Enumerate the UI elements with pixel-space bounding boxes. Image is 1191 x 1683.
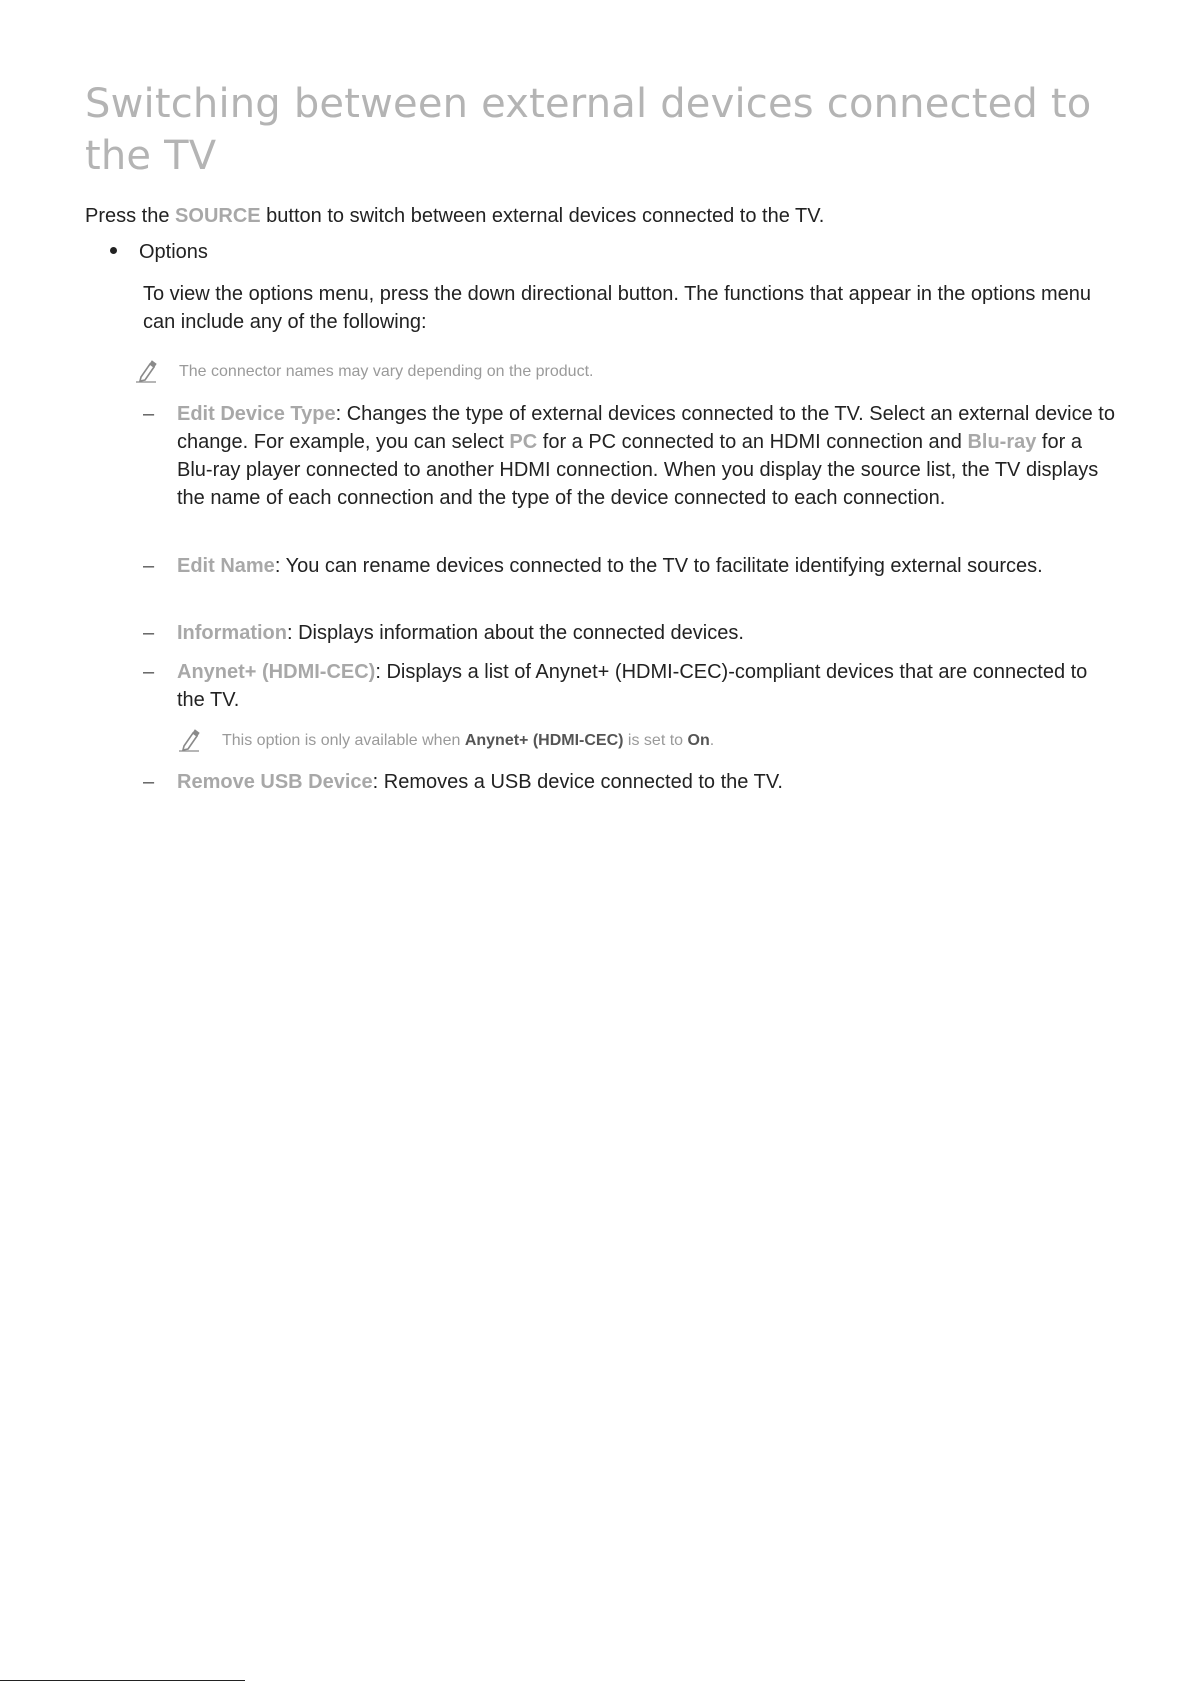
item-text: : Displays information about the connected devices. [287,622,744,644]
note-anynet-availability [178,730,878,754]
dash-marker: – [143,771,155,793]
item-text: : Displays a list of Anynet+ (HDMI-CEC)-compliant devices that are connected to the TV. [177,661,1088,711]
item-body [177,552,1117,580]
item-name: Remove USB Device [177,771,373,793]
dash-marker: – [143,403,155,425]
note-text [222,730,714,752]
footer-divider [0,1680,245,1681]
options-bullet [110,238,1010,266]
item-text: : Changes the type of external devices connected to the TV. Select an external device to change. For example, you can select [177,403,1115,453]
intro-paragraph [85,202,1125,230]
item-text: for a PC connected to an HDMI connection and [537,431,968,453]
intro-text-after: button to switch between external devices connected to the TV. [260,205,825,227]
bluray-option: Blu-ray [967,431,1037,453]
item-body [177,768,1117,796]
item-body [177,400,1117,512]
item-body [177,658,1117,714]
item-text: : Removes a USB device connected to the TV. [372,771,783,793]
pc-option: PC [509,431,538,453]
note-text-before: This option is only available when [222,732,465,749]
options-description: To view the options menu, press the down directional button. The functions that appear in the options menu can include any of the following: [143,283,1091,333]
intro-text-before: Press the [85,205,176,227]
pencil-icon [178,728,200,752]
page-title: Switching between external devices connected to the TV [85,81,1092,179]
dash-marker: – [143,661,155,683]
note-text-middle: is set to [623,732,688,749]
item-name: Anynet+ (HDMI-CEC) [177,661,376,683]
note-connector-names [135,361,835,385]
item-text: : You can rename devices connected to the TV to facilitate identifying external sources. [274,555,1043,577]
item-name: Information [177,622,287,644]
dash-marker: – [143,555,155,577]
item-body [177,619,1117,647]
source-button-label: SOURCE [175,205,261,227]
item-name: Edit Device Type [177,403,336,425]
dash-marker: – [143,622,155,644]
item-text: for a Blu-ray player connected to another HDMI connection. When you display the source list, the TV displays the name of each connection and the type of the device connected to each connection. [177,431,1099,509]
bullet-dot-icon [110,247,117,254]
options-label: Options [139,241,208,263]
note-text: The connector names may vary depending on the product. [179,363,594,380]
anynet-setting-name: Anynet+ (HDMI-CEC) [464,732,624,749]
on-setting-value: On [687,732,710,749]
item-name: Edit Name [177,555,275,577]
note-text-after: . [709,732,715,749]
pencil-icon [135,359,157,383]
